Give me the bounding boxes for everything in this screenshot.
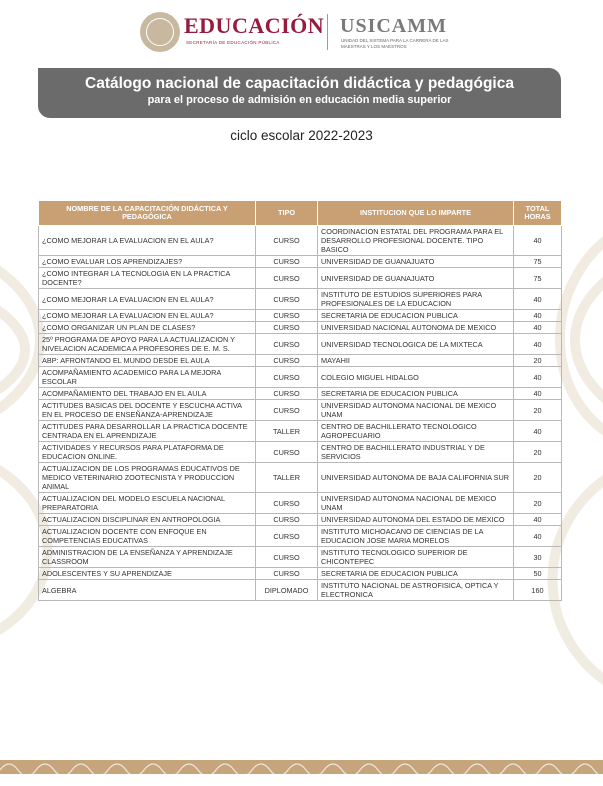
cell-type: CURSO	[256, 256, 318, 268]
cell-training-name: ADMINISTRACION DE LA ENSEÑANZA Y APRENDIZAJE CLASSROOM	[39, 547, 256, 568]
cell-institution: CENTRO DE BACHILLERATO TECNOLOGICO AGROPECUARIO	[318, 421, 514, 442]
cell-training-name: ¿COMO EVALUAR LOS APRENDIZAJES?	[39, 256, 256, 268]
cell-institution: COORDINACION ESTATAL DEL PROGRAMA PARA EL DESARROLLO PROFESIONAL DOCENTE. TIPO BASICO	[318, 226, 514, 256]
cell-training-name: ¿COMO INTEGRAR LA TECNOLOGIA EN LA PRACTICA DOCENTE?	[39, 268, 256, 289]
cell-institution: UNIVERSIDAD AUTONOMA DE BAJA CALIFORNIA SUR	[318, 463, 514, 493]
cell-training-name: ACTIVIDADES Y RECURSOS PARA PLATAFORMA DE EDUCACION ONLINE.	[39, 442, 256, 463]
cell-training-name: ADOLESCENTES Y SU APRENDIZAJE	[39, 568, 256, 580]
cell-training-name: ABP: AFRONTANDO EL MUNDO DESDE EL AULA	[39, 355, 256, 367]
cell-total-hours: 20	[514, 463, 562, 493]
banner-subtitle: para el proceso de admisión en educación media superior	[147, 94, 452, 106]
table-row	[39, 547, 562, 568]
cell-institution: UNIVERSIDAD AUTONOMA NACIONAL DE MEXICO UNAM	[318, 493, 514, 514]
table-row	[39, 310, 562, 322]
title-banner	[38, 68, 561, 118]
cell-total-hours: 40	[514, 526, 562, 547]
table-row	[39, 442, 562, 463]
cell-type: CURSO	[256, 547, 318, 568]
table-row	[39, 334, 562, 355]
cell-training-name: ALGEBRA	[39, 580, 256, 601]
table-row	[39, 289, 562, 310]
table-row	[39, 226, 562, 256]
table-row	[39, 526, 562, 547]
educacion-logo-title: EDUCACIÓN	[184, 13, 325, 38]
usicamm-logo-subtitle: UNIDAD DEL SISTEMA PARA LA CARRERA DE LAS MAESTRAS Y LOS MAESTROS	[341, 38, 449, 49]
cell-institution: SECRETARIA DE EDUCACION PUBLICA	[318, 310, 514, 322]
cell-training-name: ¿COMO MEJORAR LA EVALUACION EN EL AULA?	[39, 226, 256, 256]
cell-institution: INSTITUTO NACIONAL DE ASTROFISICA, OPTICA Y ELECTRONICA	[318, 580, 514, 601]
column-header-type: TIPO	[256, 201, 318, 226]
cell-training-name: ¿COMO MEJORAR LA EVALUACION EN EL AULA?	[39, 289, 256, 310]
footer-pattern	[0, 760, 603, 774]
table-row	[39, 580, 562, 601]
table-row	[39, 256, 562, 268]
cell-total-hours: 75	[514, 268, 562, 289]
cell-type: CURSO	[256, 442, 318, 463]
educacion-logo-subtitle: SECRETARÍA DE EDUCACIÓN PÚBLICA	[186, 40, 280, 45]
cell-total-hours: 20	[514, 400, 562, 421]
cell-total-hours: 20	[514, 355, 562, 367]
cell-training-name: ACTITUDES PARA DESARROLLAR LA PRACTICA DOCENTE CENTRADA EN EL APRENDIZAJE	[39, 421, 256, 442]
cell-institution: INSTITUTO TECNOLOGICO SUPERIOR DE CHICONTEPEC	[318, 547, 514, 568]
table-row	[39, 268, 562, 289]
cell-institution: SECRETARIA DE EDUCACION PUBLICA	[318, 568, 514, 580]
cell-total-hours: 40	[514, 367, 562, 388]
cell-training-name: ¿COMO MEJORAR LA EVALUACION EN EL AULA?	[39, 310, 256, 322]
cell-total-hours: 30	[514, 547, 562, 568]
cell-training-name: ACOMPAÑAMIENTO ACADEMICO PARA LA MEJORA ESCOLAR	[39, 367, 256, 388]
column-header-hours: TOTAL HORAS	[514, 201, 562, 226]
cell-institution: INSTITUTO MICHOACANO DE CIENCIAS DE LA EDUCACION JOSE MARIA MORELOS	[318, 526, 514, 547]
cell-total-hours: 40	[514, 310, 562, 322]
cell-type: CURSO	[256, 226, 318, 256]
cell-type: CURSO	[256, 334, 318, 355]
cell-total-hours: 40	[514, 334, 562, 355]
cell-training-name: ACTUALIZACION DE LOS PROGRAMAS EDUCATIVOS DE MEDICO VETERINARIO ZOOTECNISTA Y PRODUCCION ANIMAL	[39, 463, 256, 493]
cell-total-hours: 75	[514, 256, 562, 268]
cell-institution: SECRETARIA DE EDUCACION PUBLICA	[318, 388, 514, 400]
school-year-label: ciclo escolar 2022-2023	[230, 128, 373, 143]
table-row	[39, 463, 562, 493]
cell-type: CURSO	[256, 289, 318, 310]
table-row	[39, 355, 562, 367]
cell-institution: UNIVERSIDAD AUTONOMA NACIONAL DE MEXICO UNAM	[318, 400, 514, 421]
cell-institution: CENTRO DE BACHILLERATO INDUSTRIAL Y DE SERVICIOS	[318, 442, 514, 463]
banner-title: Catálogo nacional de capacitación didáctica y pedagógica	[85, 75, 514, 92]
cell-type: CURSO	[256, 526, 318, 547]
cell-total-hours: 40	[514, 289, 562, 310]
cell-institution: UNIVERSIDAD DE GUANAJUATO	[318, 256, 514, 268]
column-header-institution: INSTITUCION QUE LO IMPARTE	[318, 201, 514, 226]
cell-training-name: ACOMPAÑAMIENTO DEL TRABAJO EN EL AULA	[39, 388, 256, 400]
cell-institution: MAYAHII	[318, 355, 514, 367]
cell-total-hours: 40	[514, 226, 562, 256]
cell-type: CURSO	[256, 568, 318, 580]
cell-total-hours: 20	[514, 493, 562, 514]
table-row	[39, 367, 562, 388]
cell-type: CURSO	[256, 355, 318, 367]
cell-type: CURSO	[256, 367, 318, 388]
cell-institution: COLEGIO MIGUEL HIDALGO	[318, 367, 514, 388]
footer-ornament-band	[0, 760, 603, 774]
cell-training-name: ACTUALIZACION DEL MODELO ESCUELA NACIONAL PREPARATORIA	[39, 493, 256, 514]
cell-type: DIPLOMADO	[256, 580, 318, 601]
cell-institution: UNIVERSIDAD AUTONOMA DEL ESTADO DE MEXICO	[318, 514, 514, 526]
table-row	[39, 388, 562, 400]
column-header-name: NOMBRE DE LA CAPACITACIÓN DIDÁCTICA Y PEDAGÓGICA	[39, 201, 256, 226]
table-row	[39, 568, 562, 580]
table-header-row	[39, 201, 562, 226]
training-catalog-table	[38, 200, 562, 601]
cell-training-name: 25º PROGRAMA DE APOYO PARA LA ACTUALIZACION Y NIVELACION ACADEMICA A PROFESORES DE E. M. S.	[39, 334, 256, 355]
cell-total-hours: 40	[514, 421, 562, 442]
table-row	[39, 493, 562, 514]
table-row	[39, 514, 562, 526]
cell-institution: UNIVERSIDAD NACIONAL AUTONOMA DE MEXICO	[318, 322, 514, 334]
cell-type: CURSO	[256, 388, 318, 400]
page-header	[0, 10, 603, 56]
cell-total-hours: 40	[514, 514, 562, 526]
table-row	[39, 322, 562, 334]
table-row	[39, 421, 562, 442]
cell-type: CURSO	[256, 268, 318, 289]
cell-institution: UNIVERSIDAD TECNOLOGICA DE LA MIXTECA	[318, 334, 514, 355]
cell-type: TALLER	[256, 421, 318, 442]
cell-total-hours: 50	[514, 568, 562, 580]
cell-total-hours: 40	[514, 388, 562, 400]
cell-type: CURSO	[256, 400, 318, 421]
cell-type: CURSO	[256, 310, 318, 322]
cell-total-hours: 40	[514, 322, 562, 334]
cell-institution: UNIVERSIDAD DE GUANAJUATO	[318, 268, 514, 289]
cell-training-name: ACTITUDES BASICAS DEL DOCENTE Y ESCUCHA ACTIVA EN EL PROCESO DE ENSEÑANZA-APRENDIZAJE	[39, 400, 256, 421]
cell-type: CURSO	[256, 493, 318, 514]
cell-total-hours: 20	[514, 442, 562, 463]
usicamm-logo-title: USICAMM	[340, 15, 447, 37]
cell-type: CURSO	[256, 322, 318, 334]
cell-training-name: ACTUALIZACION DISCIPLINAR EN ANTROPOLOGIA	[39, 514, 256, 526]
cell-type: TALLER	[256, 463, 318, 493]
cell-total-hours: 160	[514, 580, 562, 601]
cell-type: CURSO	[256, 514, 318, 526]
government-seal-icon	[140, 12, 180, 52]
header-divider	[327, 14, 328, 50]
cell-institution: INSTITUTO DE ESTUDIOS SUPERIORES PARA PROFESIONALES DE LA EDUCACION	[318, 289, 514, 310]
cell-training-name: ACTUALIZACION DOCENTE CON ENFOQUE EN COMPETENCIAS EDUCATIVAS	[39, 526, 256, 547]
cell-training-name: ¿COMO ORGANIZAR UN PLAN DE CLASES?	[39, 322, 256, 334]
table-row	[39, 400, 562, 421]
